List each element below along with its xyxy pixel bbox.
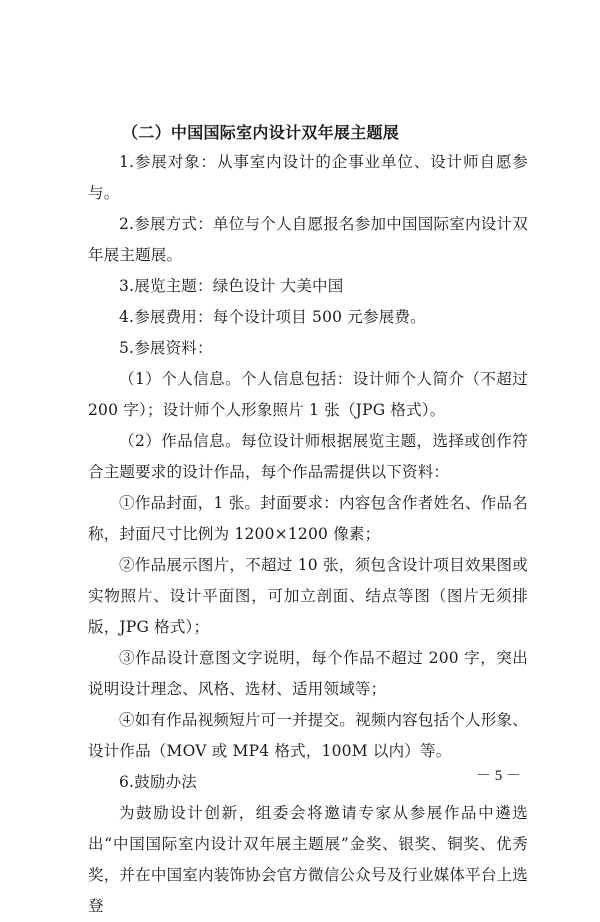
paragraph-cover: ①作品封面，1 张。封面要求：内容包含作者姓名、作品名称，封面尺寸比例为 1200×1200 像素； — [88, 494, 528, 543]
paragraph-incentives: 为鼓励设计创新，组委会将邀请专家从参展作品中遴选出“中国国际室内设计双年展主题展”金奖、银奖、铜奖、优秀奖，并在中国室内装饰协会官方微信公众号及行业媒体平台上选登 — [88, 804, 528, 915]
paragraph-incentives-heading: 6.鼓励办法 — [119, 773, 197, 791]
paragraph-fee: 4.参展费用：每个设计项目 500 元参展费。 — [119, 308, 426, 326]
section-heading: （二）中国国际室内设计双年展主题展 — [122, 123, 400, 142]
paragraph-materials: 5.参展资料： — [119, 339, 213, 357]
paragraph-method: 2.参展方式：单位与个人自愿报名参加中国国际室内设计双年展主题展。 — [88, 215, 528, 264]
paragraph-participants: 1.参展对象：从事室内设计的企事业单位、设计师自愿参与。 — [88, 153, 528, 202]
document-body — [88, 147, 528, 922]
paragraph-description: ③作品设计意图文字说明，每个作品不超过 200 字，突出说明设计理念、风格、选材、适用领域等； — [88, 649, 528, 698]
paragraph-personal-info: （1）个人信息。个人信息包括：设计师个人简介（不超过 200 字）；设计师个人形象照片 1 张（JPG 格式）。 — [88, 370, 528, 419]
page-number: － 5 － — [476, 768, 522, 784]
paragraph-theme: 3.展览主题：绿色设计 大美中国 — [119, 277, 344, 295]
paragraph-work-info: （2）作品信息。每位设计师根据展览主题，选择或创作符合主题要求的设计作品，每个作品需提供以下资料： — [88, 432, 528, 481]
paragraph-video: ④如有作品视频短片可一并提交。视频内容包括个人形象、设计作品（MOV 或 MP4 格式，100M 以内）等。 — [88, 711, 528, 760]
paragraph-images: ②作品展示图片，不超过 10 张，须包含设计项目效果图或实物照片、设计平面图，可加立剖面、结点等图（图片无须排版，JPG 格式）； — [88, 556, 528, 636]
